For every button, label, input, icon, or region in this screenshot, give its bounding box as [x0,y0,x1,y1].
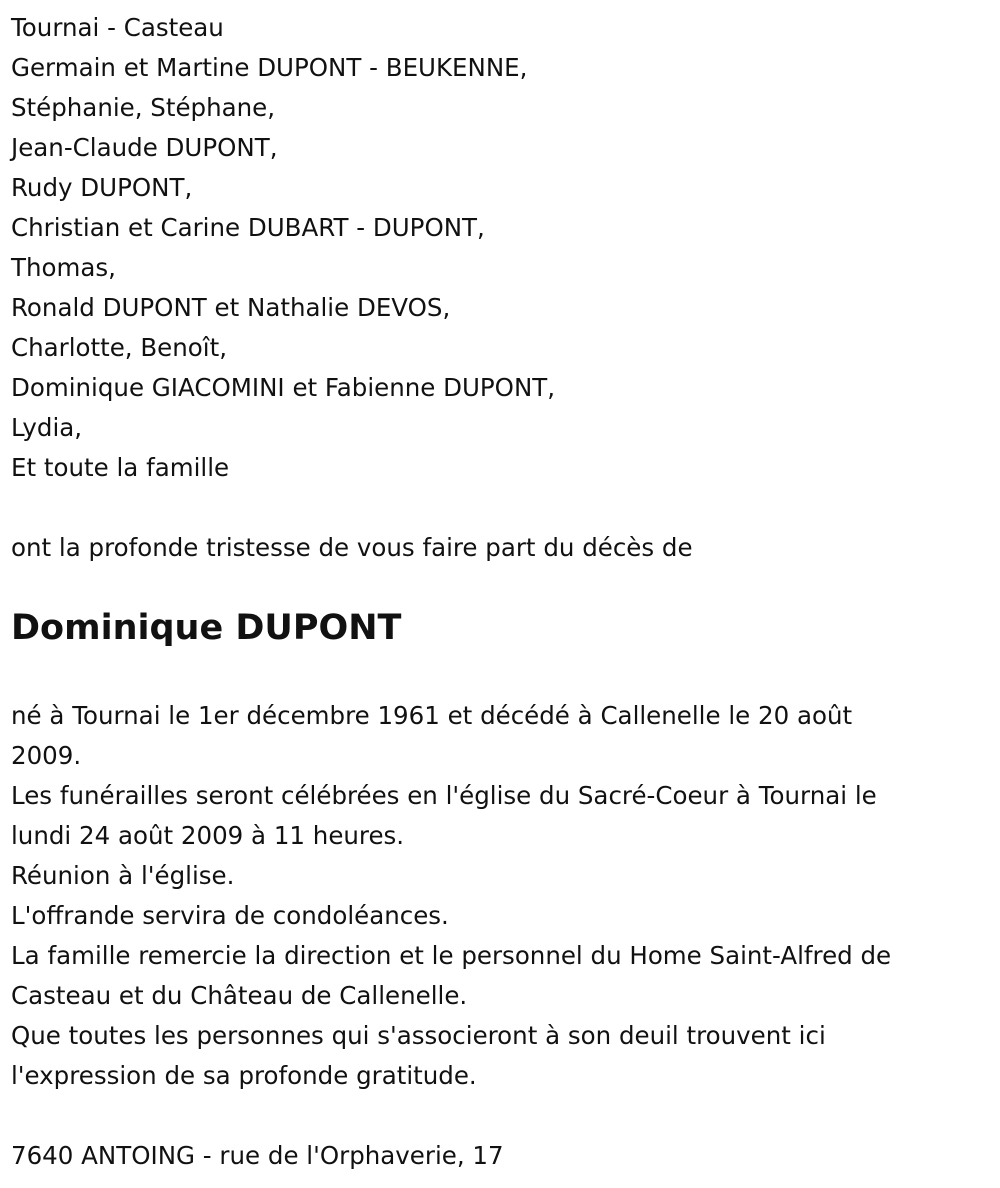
details-line: La famille remercie la direction et le personnel du Home Saint-Alfred de [11,941,892,970]
family-line: Charlotte, Benoît, [11,333,227,362]
family-line: Rudy DUPONT, [11,173,193,202]
funeral-details [11,696,1000,1096]
family-line: Stéphanie, Stéphane, [11,93,276,122]
details-line: lundi 24 août 2009 à 11 heures. [11,821,405,850]
address: 7640 ANTOING - rue de l'Orphaverie, 17 [11,1141,504,1170]
family-line: Jean-Claude DUPONT, [11,133,278,162]
details-line: l'expression de sa profonde gratitude. [11,1061,477,1090]
details-line: né à Tournai le 1er décembre 1961 et décédé à Callenelle le 20 août [11,701,853,730]
deceased-name: Dominique DUPONT [11,608,402,648]
family-line: Lydia, [11,413,83,442]
details-line: L'offrande servira de condoléances. [11,901,449,930]
announcement-text: ont la profonde tristesse de vous faire part du décès de [11,533,693,562]
family-line: Ronald DUPONT et Nathalie DEVOS, [11,293,451,322]
details-line: Que toutes les personnes qui s'associeront à son deuil trouvent ici [11,1021,826,1050]
family-line-closing: Et toute la famille [11,453,230,482]
family-line-location: Tournai - Casteau [11,13,224,42]
details-line: Les funérailles seront célébrées en l'église du Sacré-Coeur à Tournai le [11,781,877,810]
family-line: Dominique GIACOMINI et Fabienne DUPONT, [11,373,556,402]
details-line: 2009. [11,741,82,770]
details-line: Casteau et du Château de Callenelle. [11,981,468,1010]
family-list [11,8,1000,488]
details-line: Réunion à l'église. [11,861,235,890]
family-line: Christian et Carine DUBART - DUPONT, [11,213,485,242]
family-line: Germain et Martine DUPONT - BEUKENNE, [11,53,528,82]
family-line: Thomas, [11,253,116,282]
